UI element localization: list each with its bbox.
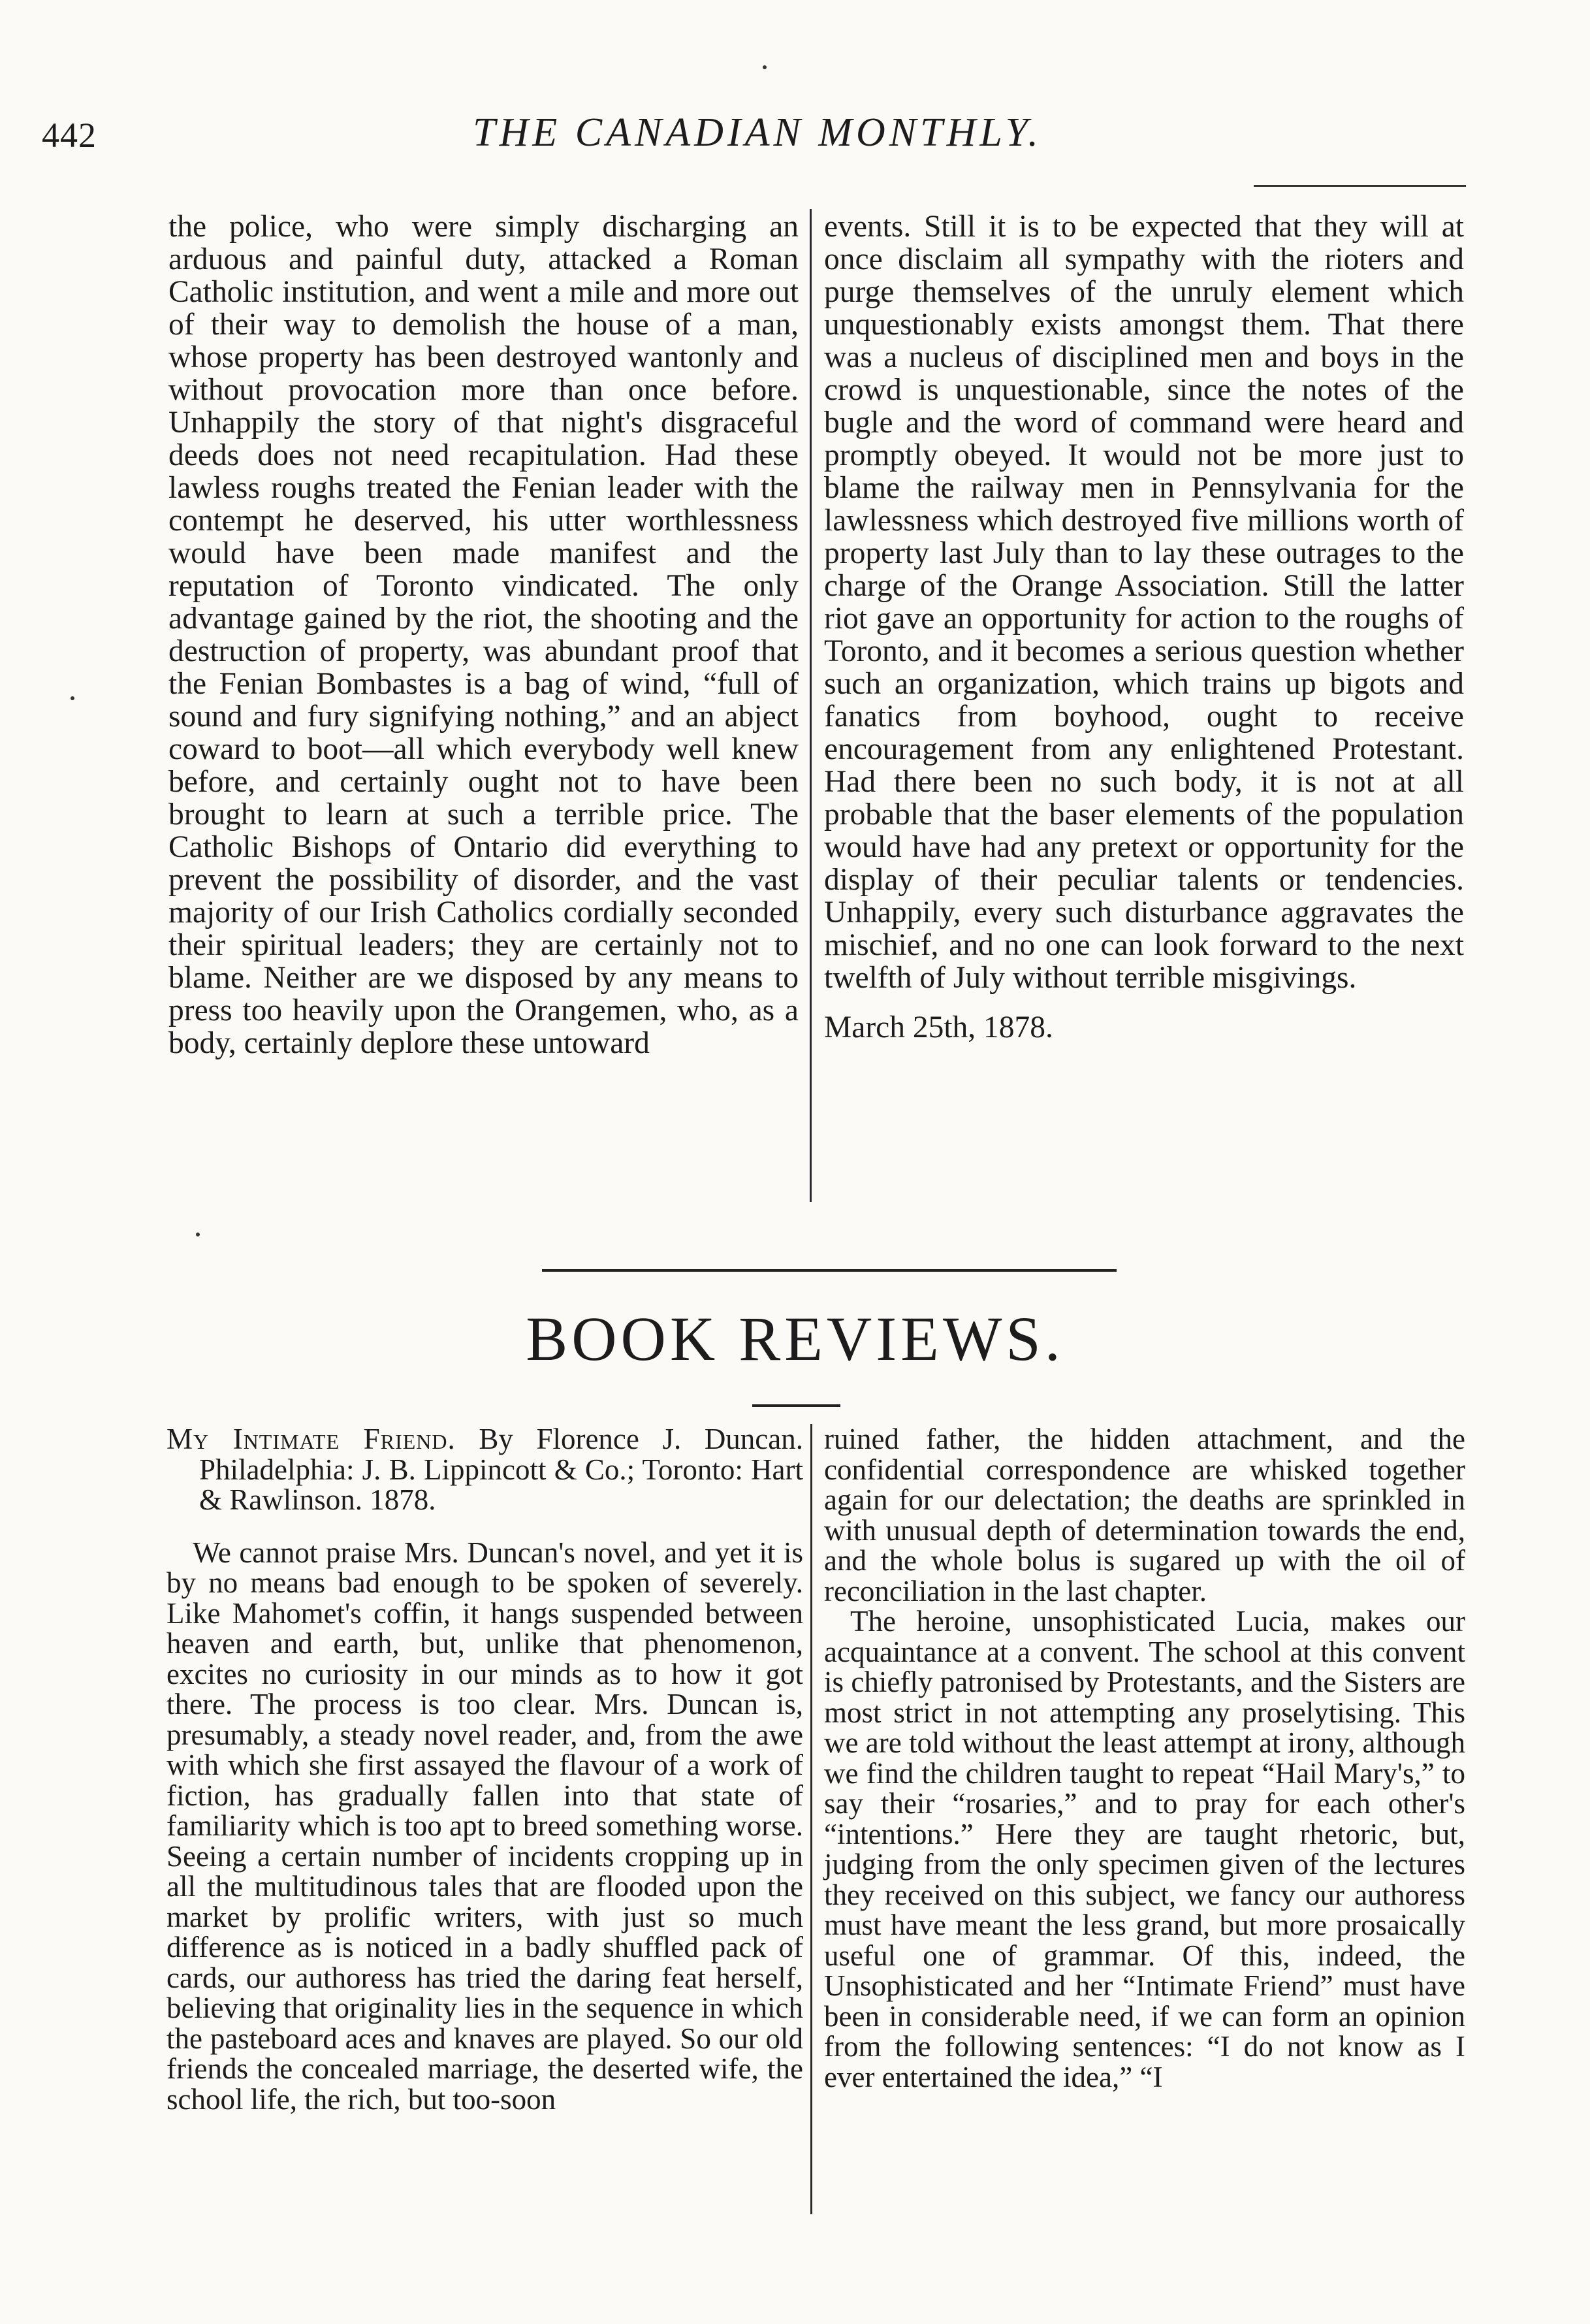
scan-speck xyxy=(196,1233,200,1236)
review-column-divider xyxy=(810,1424,812,2214)
article-left-text: the police, who were simply discharging an arduous and painful duty, attacked a Roman Catholic institution, and went a mile and more out of their way to demolish the house of a man, whose property has been destroyed wantonly and without provocation more than once before. Unhappily the story of that night's disgraceful deeds does not need recapitulation. Had these lawless roughs treated the Fenian leader with the contempt he deserved, his utter worthlessness would have been made manifest and the reputation of Toronto vindicated. The only advantage gained by the riot, the shooting and the destruction of property, was abundant proof that the Fenian Bombastes is a bag of wind, “full of sound and fury signifying nothing,” and an abject coward to boot—all which everybody well knew before, and certainly ought not to have been brought to learn at such a terrible price. The Catholic Bishops of Ontario did everything to prevent the possibility of disorder, and the vast majority of our Irish Catholics cordially seconded their spiritual leaders; they are certainly not to blame. Neither are we disposed by any means to press too heavily upon the Orangemen, who, as a body, certainly deplore these untoward xyxy=(168,210,799,1060)
review-left-column xyxy=(167,1424,803,2114)
running-head: THE CANADIAN MONTHLY. xyxy=(473,110,1042,155)
article-dateline: March 25th, 1878. xyxy=(824,1010,1053,1044)
review-right-column xyxy=(824,1424,1465,2092)
article-right-column xyxy=(824,210,1464,1044)
section-divider-rule xyxy=(542,1269,1117,1272)
scan-speck xyxy=(71,696,74,700)
column-divider xyxy=(810,209,812,1202)
review-right-text-2: The heroine, unsophisticated Lucia, makes our acquaintance at a convent. The school at this convent is chiefly patronised by Protestants, and the Sisters are most strict in not attempting any proselytising. This we are told without the least attempt at irony, although we find the children taught to repeat “Hail Mary's,” to say their “rosaries,” and to pray for each other's “intentions.” Here they are taught rhetoric, but, judging from the only specimen given of the lectures they received on this subject, we fancy our authoress must have meant the less grand, but more prosaically useful one of grammar. Of this, indeed, the Unsophisticated and her “Intimate Friend” must have been in considerable need, if we can form an opinion from the following sentences: “I do not know as I ever entertained the idea,” “I xyxy=(824,1605,1465,2093)
article-right-text: events. Still it is to be expected that they will at once disclaim all sympathy with the rioters and purge themselves of the unruly element which unquestionably exists amongst them. That there was a nucleus of disciplined men and boys in the crowd is unquestionable, since the notes of the bugle and the word of command were heard and promptly obeyed. It would not be more just to blame the railway men in Pennsylvania for the lawlessness which destroyed five millions worth of property last July than to lay these outrages to the charge of the Orange Association. Still the latter riot gave an opportunity for action to the roughs of Toronto, and it becomes a serious question whether such an organization, which trains up bigots and fanatics from boyhood, ought to receive encouragement from any enlightened Protestant. Had there been no such body, it is not at all probable that the baser elements of the population would have had any pretext or opportunity for the display of their peculiar talents or tendencies. Unhappily, every such disturbance aggravates the mischief, and no one can look forward to the next twelfth of July without terrible misgivings. xyxy=(824,210,1464,995)
review-citation xyxy=(167,1424,803,1515)
page-header xyxy=(39,110,1476,169)
review-citation-details: By Florence J. Duncan. Philadelphia: J. B. Lippincott & Co.; Toronto: Hart & Rawlinson. 1878. xyxy=(199,1423,804,1516)
article-left-column xyxy=(168,210,799,1059)
scan-speck xyxy=(763,65,767,69)
title-underline-rule xyxy=(752,1404,840,1407)
review-right-text-1: ruined father, the hidden attachment, and the confidential correspondence are whisked together again for our delectation; the deaths are sprinkled in with unusual depth of determination towards the end, and the whole bolus is sugared up with the oil of reconciliation in the last chapter. xyxy=(824,1423,1465,1607)
review-title: My Intimate Friend. xyxy=(167,1423,456,1455)
review-left-text: We cannot praise Mrs. Duncan's novel, and yet it is by no means bad enough to be spoken of severely. Like Mahomet's coffin, it hangs suspended between heaven and earth, but, unlike that phenomenon, excites no curiosity in our minds as to how it got there. The process is too clear. Mrs. Duncan is, presumably, a steady novel reader, and, from the awe with which she first assayed the flavour of a work of fiction, has gradually fallen into that state of familiarity which is too apt to breed something worse. Seeing a certain number of incidents cropping up in all the multitudinous tales that are flooded upon the market by prolific writers, with just so much difference as is noticed in a badly shuffled pack of cards, our authoress has tried the daring feat herself, believing that originality lies in the sequence in which the pasteboard aces and knaves are played. So our old friends the concealed marriage, the deserted wife, the school life, the rich, but too-soon xyxy=(167,1536,803,2116)
section-title: BOOK REVIEWS. xyxy=(526,1304,1064,1374)
header-rule xyxy=(1254,185,1466,187)
page-number: 442 xyxy=(42,116,97,155)
